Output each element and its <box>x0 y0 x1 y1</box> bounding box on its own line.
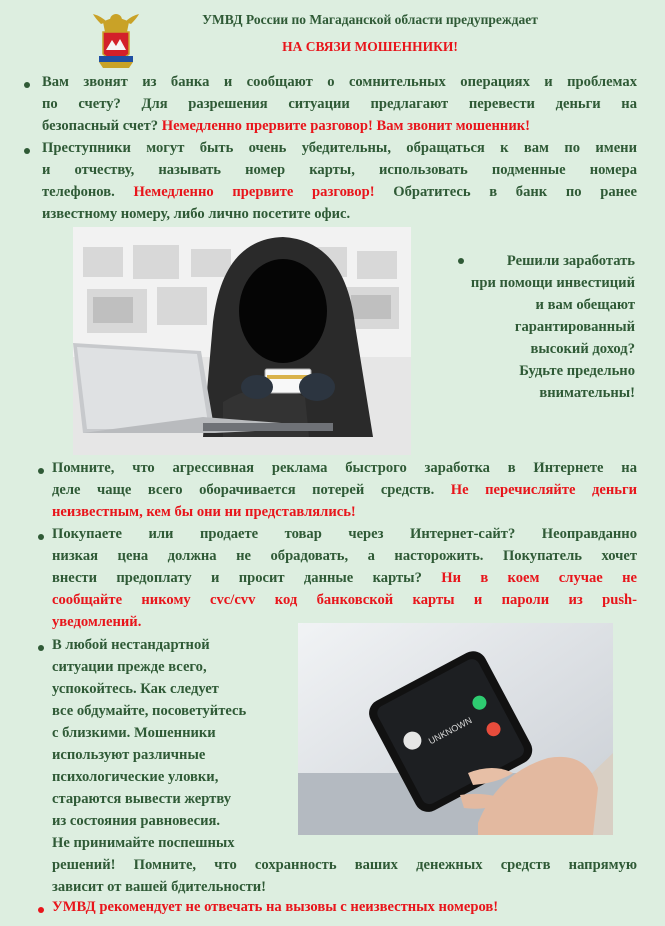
text-line: зависит от вашей бдительности! <box>52 879 267 895</box>
text-plain: Обратитесь в банк по ранее <box>374 184 638 200</box>
text-plain: деле чаще всего оборачивается потерей средств. <box>52 482 451 498</box>
text-line <box>42 181 637 203</box>
paragraph-convincing <box>42 137 637 225</box>
text-line: Помните, что агрессивная реклама быстрого заработка в Интернете на <box>52 460 637 476</box>
text-red-warning: неизвестным, кем бы они ни представлялись! <box>52 504 356 520</box>
text-line: и вам обещают <box>535 297 635 313</box>
text-red-warning: Немедленно прервите разговор! Вам звонит мошенник! <box>161 118 530 134</box>
text-line: все обдумайте, посоветуйтесь <box>52 703 247 719</box>
text-red-warning: Немедленно прервите разговор! <box>133 184 375 200</box>
text-line: Покупаете или продаете товар через Интернет-сайт? Неоправданно <box>52 526 637 542</box>
text-plain: внести предоплату и просит данные карты? <box>52 570 442 586</box>
bullet-dot <box>38 645 44 651</box>
text-line: известному номеру, либо лично посетите офис. <box>42 206 351 222</box>
text-plain: безопасный счет? <box>42 118 162 134</box>
phone-caller-label: UNKNOWN <box>426 715 474 747</box>
text-line: ситуации прежде всего, <box>52 659 207 675</box>
text-line: стараются вывести жертву <box>52 791 232 807</box>
text-line: используют различные <box>52 747 206 763</box>
text-red-warning: сообщайте никому cvc/cvv код банковской карты и пароли из push- <box>52 592 637 608</box>
text-line: внимательны! <box>539 385 635 401</box>
org-title: УМВД России по Магаданской области предупреждает <box>202 12 538 27</box>
hacker-laptop-image <box>73 227 411 455</box>
text-line: Не принимайте поспешных <box>52 835 235 851</box>
bullet-dot <box>24 82 30 88</box>
paragraph-bank-call <box>42 71 637 93</box>
text-line: с близкими. Мошенники <box>52 725 216 741</box>
paragraph-online-sale <box>52 523 637 633</box>
paragraph-calm-tail <box>52 854 637 898</box>
text-line: высокий доход? <box>530 341 635 357</box>
text-line: Преступники могут быть очень убедительны, обращаться к вам по имени <box>42 140 637 156</box>
text-red-warning: уведомлений. <box>52 614 142 630</box>
text-line: гарантированный <box>514 319 635 335</box>
paragraph-ads <box>52 457 637 523</box>
text-line <box>52 567 637 589</box>
text-line <box>52 479 637 501</box>
text-red-warning: Ни в коем случае не <box>441 570 637 586</box>
bullet-dot <box>38 907 44 913</box>
text-line: низкая цена должна не обрадовать, а насторожить. Покупатель хочет <box>52 548 637 564</box>
bullet-dot <box>38 534 44 540</box>
text-red-warning: Не перечисляйте деньги <box>450 482 637 498</box>
paragraph-bank-call-line2 <box>42 93 637 115</box>
text-line: при помощи инвестиций <box>470 275 635 291</box>
paragraph-investments <box>428 250 635 404</box>
text-line: Вам звонят из банка и сообщают о сомнительных операциях и проблемах <box>42 74 637 90</box>
bullet-dot <box>38 468 44 474</box>
text-line: и отчеству, называть номер карты, использовать подменные номера <box>42 162 637 178</box>
bullet-dot <box>24 148 30 154</box>
warning-heading: НА СВЯЗИ МОШЕННИКИ! <box>282 39 458 54</box>
police-emblem-icon <box>93 10 139 72</box>
text-line: решений! Помните, что сохранность ваших денежных средств напрямую <box>52 857 637 873</box>
text-line: Решили заработать <box>506 253 635 269</box>
text-line: из состояния равновесия. <box>52 813 221 829</box>
text-line: успокойтесь. Как следует <box>52 681 219 697</box>
paragraph-bank-call-line3 <box>42 115 637 137</box>
paragraph-calm <box>52 634 292 854</box>
recommendation-line: УМВД рекомендует не отвечать на вызовы с неизвестных номеров! <box>52 899 499 915</box>
text-line: В любой нестандартной <box>52 637 210 653</box>
text-line: по счету? Для разрешения ситуации предлагают перевести деньги на <box>42 96 637 112</box>
text-line: психологические уловки, <box>52 769 219 785</box>
text-line: Будьте предельно <box>519 363 635 379</box>
text-plain: телефонов. <box>42 184 134 200</box>
unknown-caller-phone-image <box>298 623 613 835</box>
